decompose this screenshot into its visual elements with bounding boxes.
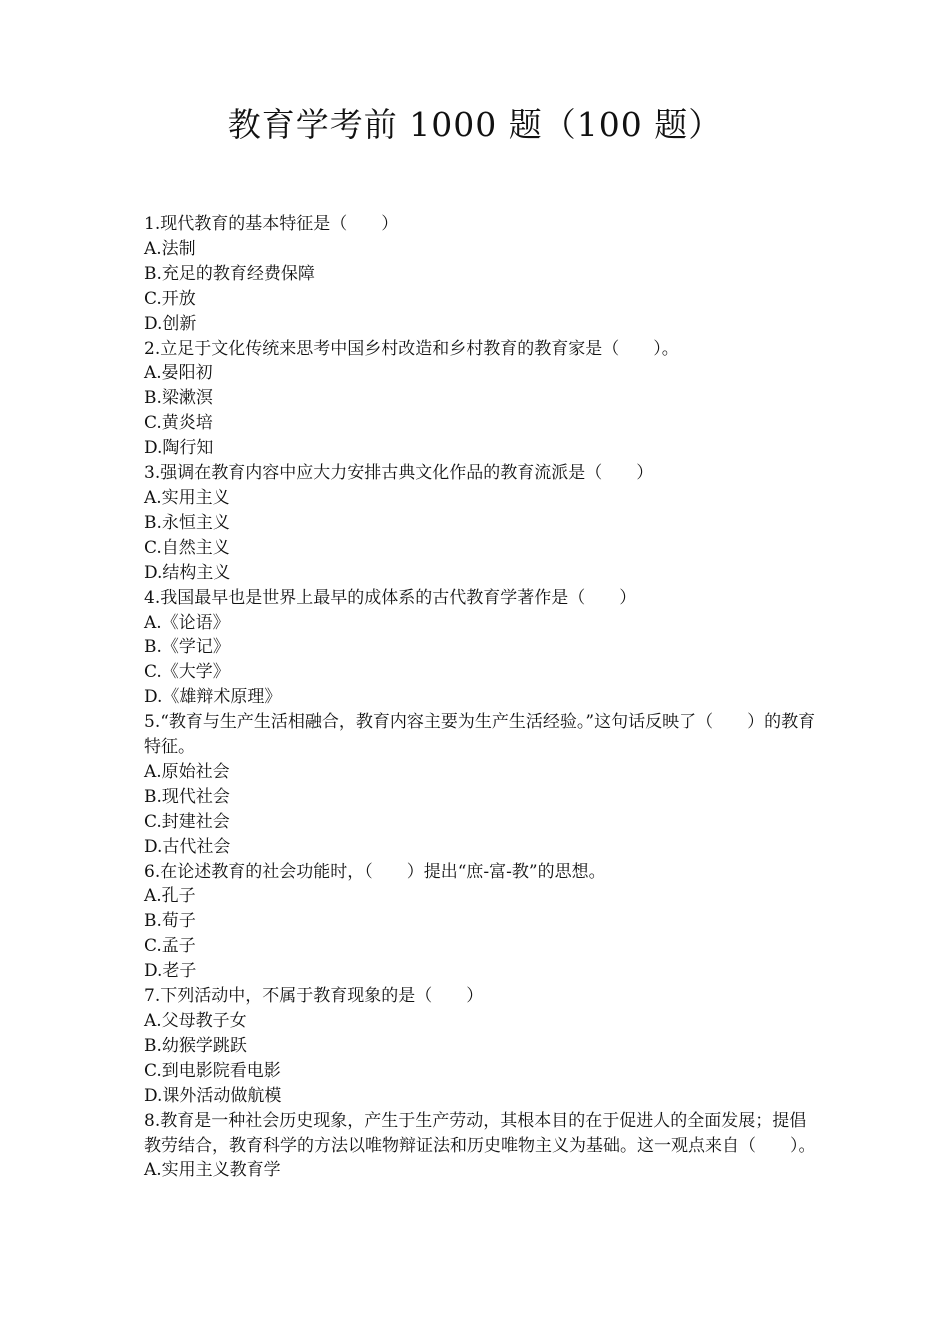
option-d: D.结构主义 (144, 562, 231, 583)
option-c: C.自然主义 (144, 537, 230, 558)
question-item (144, 860, 816, 985)
option-d: D.创新 (144, 313, 197, 334)
option-b: B.永恒主义 (144, 512, 230, 533)
option-a: A.实用主义 (144, 487, 230, 508)
option-c: C.开放 (144, 288, 196, 309)
question-stem: 6.在论述教育的社会功能时，（ ）提出“庶-富-教”的思想。 (144, 861, 606, 882)
question-stem: 2.立足于文化传统来思考中国乡村改造和乡村教育的教育家是（ ）。 (144, 338, 679, 359)
option-b: B.《学记》 (144, 637, 230, 658)
option-c: C.到电影院看电影 (144, 1060, 281, 1081)
question-stem: 3.强调在教育内容中应大力安排古典文化作品的教育流派是（ ） (144, 463, 654, 484)
option-c: C.封建社会 (144, 811, 230, 832)
option-b: B.梁漱溟 (144, 388, 213, 409)
option-a: A.晏阳初 (144, 363, 213, 384)
option-a: A.实用主义教育学 (144, 1160, 281, 1181)
question-item (144, 710, 816, 859)
option-b: B.充足的教育经费保障 (144, 263, 315, 284)
question-stem: 5.“教育与生产生活相融合，教育内容主要为生产生活经验。”这句话反映了（ ）的教育特征。 (144, 712, 816, 758)
option-c: C.黄炎培 (144, 413, 213, 434)
option-c: C.孟子 (144, 936, 196, 957)
question-item (144, 1109, 816, 1184)
option-d: D.课外活动做航模 (144, 1085, 282, 1106)
option-c: C.《大学》 (144, 662, 230, 683)
option-a: A.孔子 (144, 886, 196, 907)
option-b: B.幼猴学跳跃 (144, 1035, 247, 1056)
question-stem: 1.现代教育的基本特征是（ ） (144, 214, 399, 234)
question-item (144, 984, 816, 1109)
question-item (144, 461, 816, 586)
option-d: D.《雄辩术原理》 (144, 687, 282, 708)
option-a: A.原始社会 (144, 761, 230, 782)
option-b: B.现代社会 (144, 786, 230, 807)
option-d: D.老子 (144, 961, 197, 982)
question-list (144, 212, 816, 1183)
option-a: A.法制 (144, 238, 196, 259)
question-item (144, 212, 816, 337)
option-d: D.古代社会 (144, 836, 231, 857)
option-a: A.《论语》 (144, 612, 230, 633)
question-stem: 7.下列活动中，不属于教育现象的是（ ） (144, 986, 484, 1007)
question-stem: 8.教育是一种社会历史现象，产生于生产劳动，其根本目的在于促进人的全面发展；提倡教劳结合，教育科学的方法以唯物辩证法和历史唯物主义为基础。这一观点来自（ ）。 (144, 1110, 816, 1156)
option-b: B.荀子 (144, 911, 196, 932)
question-stem: 4.我国最早也是世界上最早的成体系的古代教育学著作是（ ） (144, 587, 637, 608)
option-d: D.陶行知 (144, 438, 214, 459)
question-item (144, 586, 816, 711)
question-item (144, 337, 816, 462)
document-title: 教育学考前 1000 题（100 题） (227, 105, 723, 144)
option-a: A.父母教子女 (144, 1011, 247, 1031)
